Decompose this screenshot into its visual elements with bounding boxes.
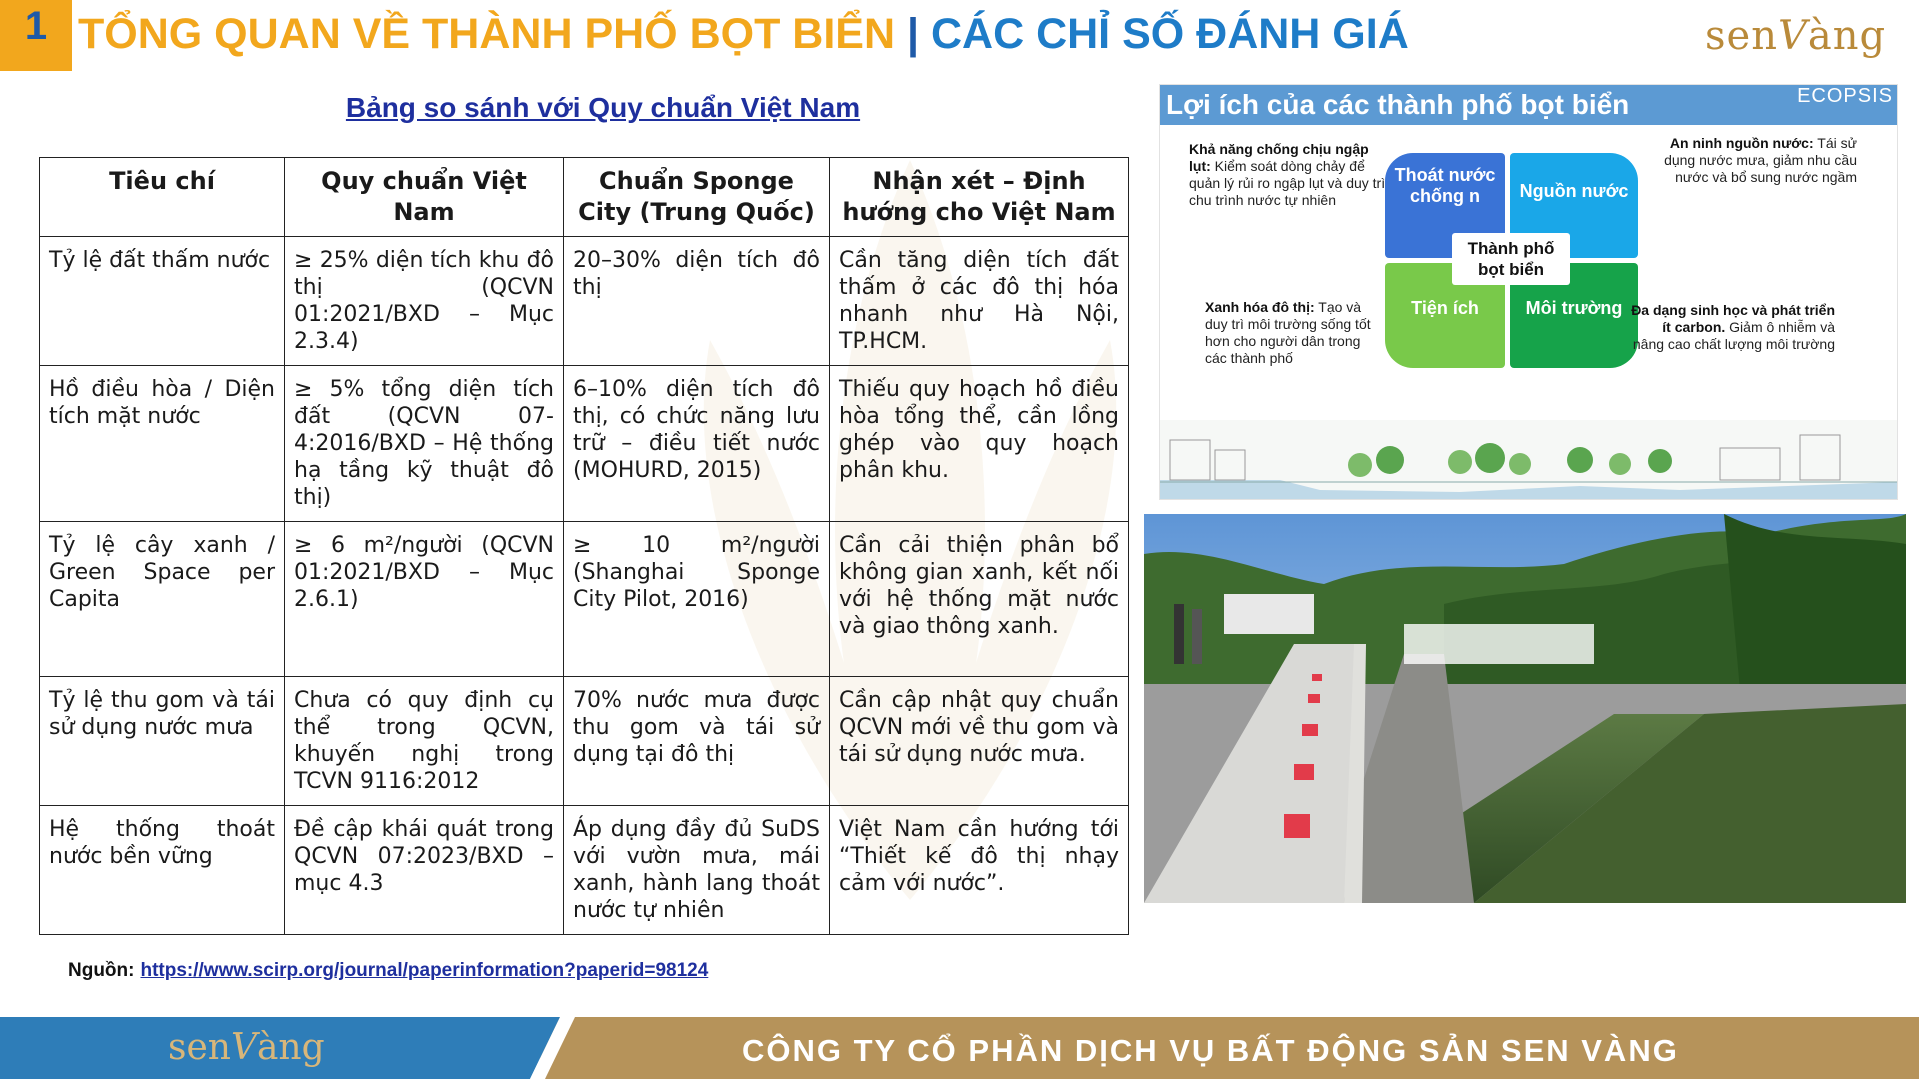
table-cell: Thiếu quy hoạch hồ điều hòa tổng thể, cần lồng ghép vào quy hoạch phân khu. xyxy=(830,366,1129,522)
note-water xyxy=(1637,135,1857,186)
table-caption[interactable]: Bảng so sánh với Quy chuẩn Việt Nam xyxy=(345,92,861,123)
title-main: TỔNG QUAN VỀ THÀNH PHỐ BỌT BIỂN xyxy=(78,10,896,58)
table-header-row xyxy=(40,158,1129,237)
table-cell: 6–10% diện tích đô thị, có chức năng lưu trữ – điều tiết nước (MOHURD, 2015) xyxy=(564,366,830,522)
quadrant-amenities: Tiện ích xyxy=(1385,263,1505,368)
footer xyxy=(0,1017,1919,1079)
note-flood xyxy=(1189,141,1389,209)
table-cell: Việt Nam cần hướng tới “Thiết kế đô thị nhạy cảm với nước”. xyxy=(830,806,1129,935)
quadrant-drainage: Thoát nước chống n xyxy=(1385,153,1505,258)
infographic-title: Lợi ích của các thành phố bọt biển xyxy=(1166,89,1630,120)
note-biodiversity xyxy=(1630,302,1835,353)
note-water-text: Tái sử dụng nước mưa, giảm nhu cầu nước và bổ sung nước ngầm xyxy=(1664,135,1857,185)
note-water-title: An ninh nguồn nước: xyxy=(1669,135,1814,151)
table-row xyxy=(40,806,1129,935)
column-header-comment: Nhận xét – Định hướng cho Việt Nam xyxy=(830,158,1129,237)
note-greening xyxy=(1205,299,1380,367)
title-sub: CÁC CHỈ SỐ ĐÁNH GIÁ xyxy=(930,10,1409,58)
company-logo: senVàng xyxy=(1705,13,1887,59)
note-flood-title: Khả năng chống chịu ngập lụt: xyxy=(1189,141,1369,174)
table-cell: 70% nước mưa được thu gom và tái sử dụng tại đô thị xyxy=(564,677,830,806)
table-cell: ≥ 25% diện tích khu đô thị (QCVN 01:2021/BXD – Mục 2.3.4) xyxy=(285,237,564,366)
note-greening-title: Xanh hóa đô thị: xyxy=(1205,299,1315,315)
comparison-table xyxy=(39,157,1129,935)
table-row xyxy=(40,237,1129,366)
table-cell: Hệ thống thoát nước bền vững xyxy=(40,806,285,935)
source-link[interactable]: https://www.scirp.org/journal/paperinformation?paperid=98124 xyxy=(140,960,709,981)
note-greening-text: Tạo và duy trì môi trường sống tốt hơn cho người dân trong các thành phố xyxy=(1205,299,1371,366)
table-cell: Tỷ lệ cây xanh / Green Space per Capita xyxy=(40,522,285,677)
note-flood-text: Kiểm soát dòng chảy để quản lý rủi ro ngập lụt và duy trì chu trình nước tự nhiên xyxy=(1189,158,1386,208)
company-name: CÔNG TY CỔ PHẦN DỊCH VỤ BẤT ĐỘNG SẢN SEN VÀNG xyxy=(742,1033,1679,1068)
table-cell: Hồ điều hòa / Diện tích mặt nước xyxy=(40,366,285,522)
table-cell: Tỷ lệ đất thấm nước xyxy=(40,237,285,366)
table-cell: Cần cải thiện phân bổ không gian xanh, kết nối với hệ thống mặt nước và giao thông xanh. xyxy=(830,522,1129,677)
column-header-criteria: Tiêu chí xyxy=(40,158,285,237)
quadrant-water-source: Nguồn nước xyxy=(1510,153,1638,258)
note-biodiversity-text: Giảm ô nhiễm và nâng cao chất lượng môi trường xyxy=(1632,319,1835,352)
quadrant-environment: Môi trường xyxy=(1510,263,1638,368)
page-title xyxy=(78,8,1409,60)
table-cell: Chưa có quy định cụ thể trong QCVN, khuyến nghị trong TCVN 9116:2012 xyxy=(285,677,564,806)
landscape-illustration xyxy=(1160,420,1897,500)
footer-logo: senVàng xyxy=(168,1027,325,1068)
source-label: Nguồn: xyxy=(68,960,135,981)
table-row xyxy=(40,677,1129,806)
table-cell: ≥ 10 m²/người (Shanghai Sponge City Pilot, 2016) xyxy=(564,522,830,677)
table-cell: ≥ 5% tổng diện tích đất (QCVN 07-4:2016/BXD – Hệ thống hạ tầng kỹ thuật đô thị) xyxy=(285,366,564,522)
column-header-sponge-city: Chuẩn Sponge City (Trung Quốc) xyxy=(564,158,830,237)
center-label: Thành phố bọt biển xyxy=(1452,233,1570,285)
table-cell: 20–30% diện tích đô thị xyxy=(564,237,830,366)
source-line xyxy=(68,960,708,982)
reservoir-photo xyxy=(1144,514,1906,903)
infographic-brand: ECOPSIS xyxy=(1797,85,1893,107)
section-number: 1 xyxy=(0,0,72,71)
sponge-city-infographic xyxy=(1159,84,1898,500)
table-cell: ≥ 6 m²/người (QCVN 01:2021/BXD – Mục 2.6.1) xyxy=(285,522,564,677)
column-header-vn-standard: Quy chuẩn Việt Nam xyxy=(285,158,564,237)
table-row xyxy=(40,522,1129,677)
table-cell: Cần cập nhật quy chuẩn QCVN mới về thu gom và tái sử dụng nước mưa. xyxy=(830,677,1129,806)
table-cell: Áp dụng đầy đủ SuDS với vườn mưa, mái xanh, hành lang thoát nước tự nhiên xyxy=(564,806,830,935)
note-biodiversity-title: Đa dạng sinh học và phát triển ít carbon. xyxy=(1631,302,1835,335)
table-row xyxy=(40,366,1129,522)
title-separator: | xyxy=(895,10,931,58)
table-cell: Cần tăng diện tích đất thấm ở các đô thị hóa nhanh như Hà Nội, TP.HCM. xyxy=(830,237,1129,366)
table-cell: Đề cập khái quát trong QCVN 07:2023/BXD – mục 4.3 xyxy=(285,806,564,935)
table-cell: Tỷ lệ thu gom và tái sử dụng nước mưa xyxy=(40,677,285,806)
